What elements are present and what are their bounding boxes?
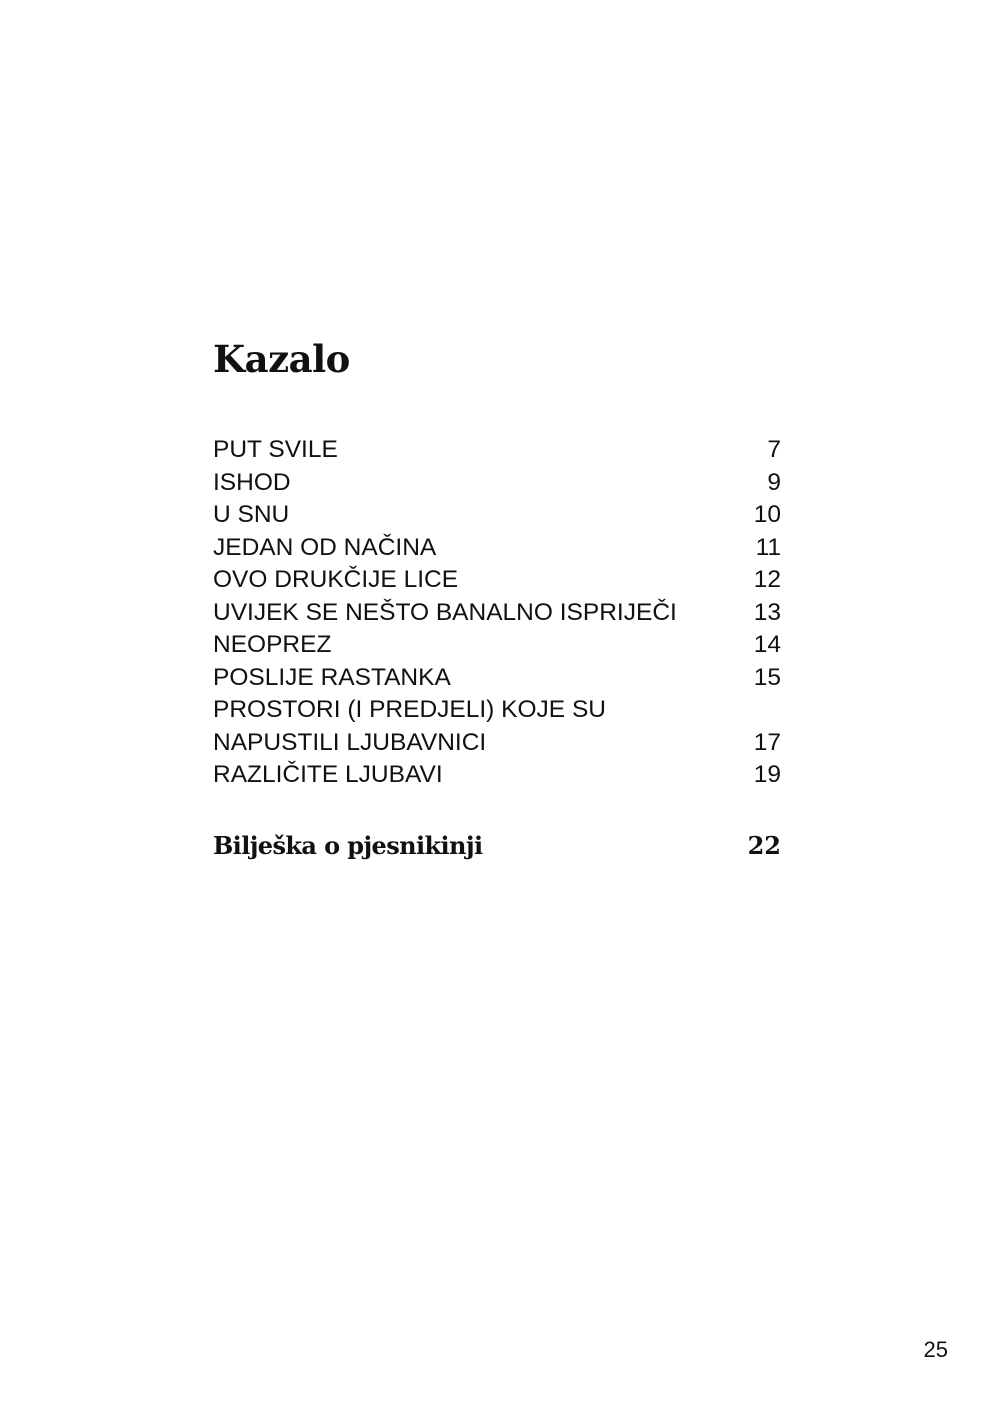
toc-entry-page: 12 xyxy=(753,566,781,593)
toc-entry-page: 10 xyxy=(753,501,781,528)
toc-entry xyxy=(213,467,781,500)
toc-entry-page: 13 xyxy=(753,598,781,626)
toc-entry xyxy=(213,727,781,760)
author-note-title: Bilješka o pjesnikinji xyxy=(213,831,483,860)
toc-entry-page: 19 xyxy=(753,761,781,788)
toc-entry-title: POSLIJE RASTANKA xyxy=(213,663,451,691)
toc-entry-page: 14 xyxy=(753,631,781,658)
toc-entry-title: NAPUSTILI LJUBAVNICI xyxy=(213,728,487,756)
toc-entry-title: NEOPREZ xyxy=(213,631,332,658)
toc-entry-page: 9 xyxy=(767,468,781,496)
toc-entry-title: PROSTORI (I PREDJELI) KOJE SU xyxy=(213,696,606,723)
toc-entry-page: 11 xyxy=(755,533,781,561)
author-note-page: 22 xyxy=(747,831,781,860)
toc-entry-title: ISHOD xyxy=(213,468,291,496)
toc-entry-title: JEDAN OD NAČINA xyxy=(213,533,437,561)
author-note-entry xyxy=(213,826,781,866)
toc-entry-title: PUT SVILE xyxy=(213,436,338,463)
page-number: 25 xyxy=(923,1337,948,1362)
toc-entry xyxy=(213,499,781,532)
toc-entry xyxy=(213,759,781,792)
table-of-contents xyxy=(213,434,781,792)
toc-entry-page: 17 xyxy=(753,728,781,756)
toc-entry-page: 7 xyxy=(767,436,781,463)
toc-entry-page: 15 xyxy=(753,663,781,691)
toc-entry xyxy=(213,597,781,630)
toc-entry-title: RAZLIČITE LJUBAVI xyxy=(213,761,443,788)
toc-entry xyxy=(213,564,781,597)
page-title: Kazalo xyxy=(213,337,350,381)
toc-entry xyxy=(213,662,781,695)
toc-entry xyxy=(213,629,781,662)
toc-entry-title: OVO DRUKČIJE LICE xyxy=(213,566,459,593)
toc-entry-title: U SNU xyxy=(213,501,290,528)
toc-entry xyxy=(213,694,781,727)
toc-entry xyxy=(213,532,781,565)
toc-entry-title: UVIJEK SE NEŠTO BANALNO ISPRIJEČI xyxy=(213,598,677,626)
toc-entry xyxy=(213,434,781,467)
